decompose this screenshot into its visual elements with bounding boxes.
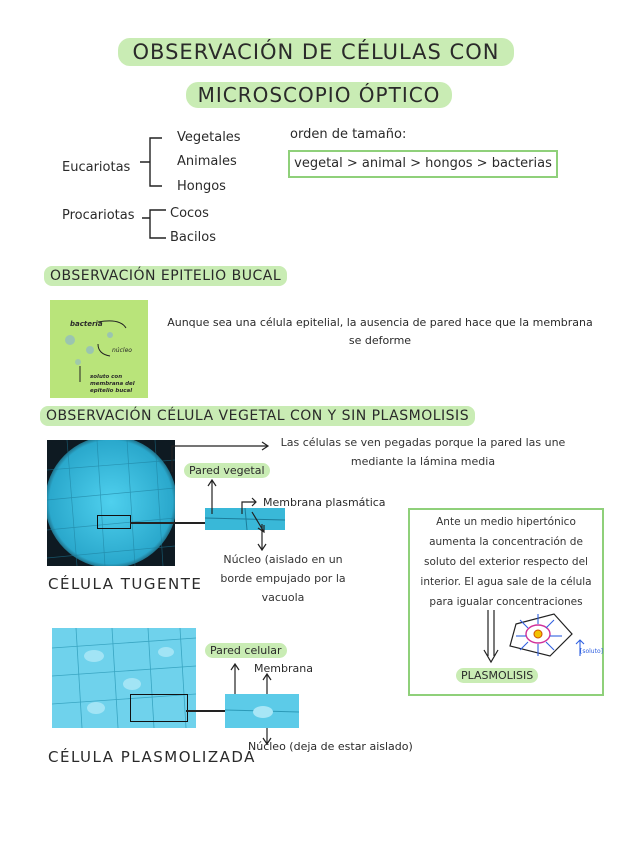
section-heading-epitelio: OBSERVACIÓN EPITELIO BUCAL [44,266,287,286]
plasmolysis-diagram [480,606,598,666]
procariotas-bracket [142,206,170,244]
eucariotas-bracket [140,134,170,192]
turgid-zoom-box [97,515,131,529]
section-heading-vegetal: OBSERVACIÓN CÉLULA VEGETAL CON Y SIN PLASMOLISIS [40,406,475,426]
nucleo-label: núcleo [112,347,132,354]
turgid-micrograph-art [47,440,175,566]
turgid-top-note: Las células se ven pegadas porque la pared las une mediante la lámina media [280,436,566,468]
soluto-mini-label: [soluto] [580,648,603,655]
pared-celular-label: Pared celular [205,643,287,658]
plasmolisis-tag: PLASMOLISIS [456,668,538,683]
size-order-box: vegetal > animal > hongos > bacterias [288,150,558,178]
epitelio-micrograph [50,300,148,398]
plasmolyzed-membrana-label: Membrana [254,662,313,675]
turgid-micrograph [47,440,175,566]
procariota-item: Bacilos [170,230,216,245]
plasmolysis-text: Ante un medio hipertónico aumenta la concentración de soluto del exterior respecto del interior. El agua sale de la célula para igualar concentraciones [420,516,592,608]
eucariotas-label: Eucariotas [62,160,131,175]
plasmolyzed-caption: CÉLULA PLASMOLIZADA [48,748,256,766]
plasmolyzed-nucleo-note: Núcleo (deja de estar aislado) [248,740,413,753]
epitelio-note: Aunque sea una célula epitelial, la ausencia de pared hace que la membrana se deforme [167,316,593,347]
procariotas-label: Procariotas [62,208,135,223]
turgid-nucleo-note: Núcleo (aislado en un borde empujado por la vacuola [220,553,346,604]
epitelio-caption: soluto con membrana del epitelio bucal [90,374,135,394]
page-title-line1: OBSERVACIÓN DE CÉLULAS CON [118,38,514,66]
bacteria-label: bacteria [70,320,103,328]
plasmolysis-box [408,508,604,696]
size-order-label: orden de tamaño: [290,127,407,142]
eucariota-item: Vegetales [177,130,241,145]
membrana-plasmatica-label: Membrana plasmática [263,496,386,509]
plasmolyzed-zoom-box [130,694,188,722]
plasmolyzed-zoom-connector [186,710,226,712]
eucariota-item: Animales [177,154,237,169]
page-title-line2: MICROSCOPIO ÓPTICO [186,82,452,108]
pared-vegetal-label: Pared vegetal [184,463,270,478]
plasmolyzed-micrograph [52,628,196,728]
turgid-caption: CÉLULA TUGENTE [48,575,203,593]
turgid-zoom-connector [130,522,206,524]
procariota-item: Cocos [170,206,209,221]
eucariota-item: Hongos [177,179,226,194]
